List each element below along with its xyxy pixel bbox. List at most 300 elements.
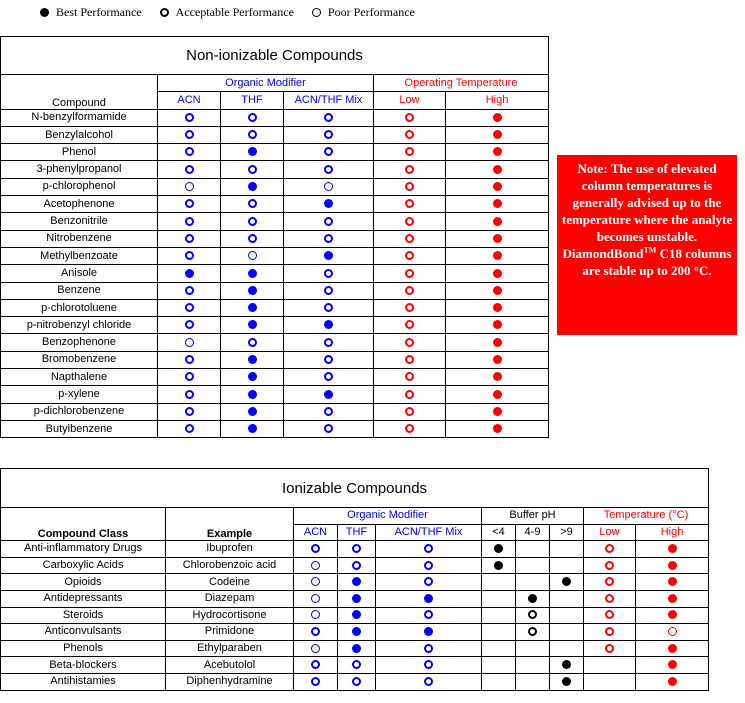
table-row (1, 178, 549, 195)
thick-ring-icon (324, 303, 333, 312)
rating-acn (158, 334, 221, 351)
column-header-ph-4-9: 4-9 (516, 524, 550, 541)
thick-ring-icon (248, 217, 257, 226)
rating-acn (158, 247, 221, 264)
rating-high (636, 574, 709, 591)
compound-name: p-nitrobenzyl chloride (1, 317, 158, 334)
rating-acn (158, 282, 221, 299)
rating-high (446, 369, 549, 386)
rating-high (636, 657, 709, 674)
filled-circle-icon (493, 130, 502, 139)
rating-low (584, 574, 636, 591)
thick-ring-icon (405, 286, 414, 295)
thick-ring-icon (405, 113, 414, 122)
thick-ring-icon (528, 627, 537, 636)
rating-high (446, 386, 549, 403)
rating-low (374, 178, 446, 195)
rating-acn (158, 299, 221, 316)
compound-name: Benzophenone (1, 334, 158, 351)
thick-ring-icon (324, 424, 333, 433)
open-circle-icon (324, 182, 333, 191)
compound-name: p-chlorotoluene (1, 299, 158, 316)
thick-ring-icon (352, 561, 361, 570)
column-header-acn-thf-mix: ACN/THF Mix (284, 92, 374, 109)
rating-high (446, 196, 549, 213)
filled-circle-icon (324, 390, 333, 399)
thick-ring-icon (185, 234, 194, 243)
filled-circle-icon (248, 372, 257, 381)
example-compound: Chlorobenzoic acid (166, 557, 294, 574)
rating-low (584, 624, 636, 641)
open-circle-icon (311, 610, 320, 619)
filled-circle-icon (494, 544, 503, 553)
rating-high (636, 607, 709, 624)
rating-ph-4-9 (516, 574, 550, 591)
compound-class: Anticonvulsants (1, 624, 166, 641)
column-header-high: High (446, 92, 549, 109)
rating-acn (294, 541, 338, 558)
rating-thf (338, 607, 376, 624)
column-header-compound: Compound (1, 75, 158, 110)
thick-ring-icon (405, 165, 414, 174)
filled-circle-icon (424, 627, 433, 636)
rating-thf (221, 403, 284, 420)
open-circle-icon (248, 251, 257, 260)
rating-high (446, 109, 549, 126)
filled-circle-icon (668, 660, 677, 669)
rating-high (636, 541, 709, 558)
rating-low (584, 590, 636, 607)
table-row (1, 403, 549, 420)
rating-acn (158, 213, 221, 230)
ionizable-table (0, 468, 709, 691)
filled-circle-icon (493, 113, 502, 122)
table-row (1, 213, 549, 230)
filled-circle-icon (668, 677, 677, 686)
rating-ph-above-9 (550, 607, 584, 624)
rating-thf (221, 351, 284, 368)
filled-circle-icon (493, 355, 502, 364)
example-compound: Diazepam (166, 590, 294, 607)
filled-circle-icon (248, 182, 257, 191)
column-header-acn-thf-mix: ACN/THF Mix (376, 524, 482, 541)
example-compound: Primidone (166, 624, 294, 641)
rating-acn (294, 590, 338, 607)
thick-ring-icon (424, 544, 433, 553)
filled-circle-icon (493, 251, 502, 260)
thick-ring-icon (424, 677, 433, 686)
rating-acn (158, 403, 221, 420)
rating-ph-above-9 (550, 624, 584, 641)
thick-ring-icon (185, 286, 194, 295)
rating-high (446, 317, 549, 334)
compound-name: Butylbenzene (1, 420, 158, 437)
thick-ring-icon (352, 660, 361, 669)
thick-ring-icon (405, 355, 414, 364)
rating-ph-below-4 (482, 557, 516, 574)
table-row (1, 607, 709, 624)
thick-ring-icon (185, 424, 194, 433)
rating-ph-4-9 (516, 590, 550, 607)
rating-acn (294, 673, 338, 690)
rating-acn (158, 265, 221, 282)
rating-ph-above-9 (550, 590, 584, 607)
filled-circle-icon (248, 269, 257, 278)
compound-class: Antidepressants (1, 590, 166, 607)
rating-acn-thf-mix (284, 317, 374, 334)
thick-ring-icon (424, 644, 433, 653)
rating-high (636, 624, 709, 641)
thick-ring-icon (405, 217, 414, 226)
thick-ring-icon (405, 130, 414, 139)
rating-low (374, 403, 446, 420)
column-header-ph-above-9: >9 (550, 524, 584, 541)
thick-ring-icon (405, 303, 414, 312)
open-circle-icon (311, 577, 320, 586)
rating-ph-below-4 (482, 541, 516, 558)
filled-circle-icon (248, 407, 257, 416)
table-row (1, 247, 549, 264)
thick-ring-icon (324, 217, 333, 226)
thick-ring-icon (185, 251, 194, 260)
compound-name: Benzonitrile (1, 213, 158, 230)
rating-acn-thf-mix (284, 403, 374, 420)
filled-circle-icon (493, 390, 502, 399)
column-header-example: Example (166, 508, 294, 541)
legend-item-best (40, 5, 142, 20)
filled-circle-icon (493, 372, 502, 381)
table-row (1, 574, 709, 591)
thick-ring-icon (424, 660, 433, 669)
rating-ph-4-9 (516, 673, 550, 690)
rating-high (636, 590, 709, 607)
rating-low (374, 386, 446, 403)
rating-ph-below-4 (482, 574, 516, 591)
filled-circle-icon (248, 355, 257, 364)
rating-ph-above-9 (550, 574, 584, 591)
table-row (1, 420, 549, 437)
example-compound: Ibuprofen (166, 541, 294, 558)
compound-name: Nitrobenzene (1, 230, 158, 247)
thick-ring-icon (160, 8, 169, 17)
compound-name: 3-phenylpropanol (1, 161, 158, 178)
thick-ring-icon (324, 372, 333, 381)
rating-high (446, 265, 549, 282)
rating-acn (158, 109, 221, 126)
rating-thf (221, 144, 284, 161)
table-title: Ionizable Compounds (1, 469, 709, 508)
open-circle-icon (311, 561, 320, 570)
rating-low (374, 282, 446, 299)
rating-low (374, 299, 446, 316)
rating-ph-below-4 (482, 590, 516, 607)
legend-label: Acceptable Performance (175, 4, 294, 19)
table-row (1, 161, 549, 178)
rating-high (446, 213, 549, 230)
compound-name: N-benzylformamide (1, 109, 158, 126)
legend-label: Best Performance (56, 4, 142, 19)
filled-circle-icon (324, 320, 333, 329)
rating-low (584, 657, 636, 674)
filled-circle-icon (352, 577, 361, 586)
rating-low (374, 247, 446, 264)
rating-acn (294, 624, 338, 641)
thick-ring-icon (185, 199, 194, 208)
rating-acn-thf-mix (284, 230, 374, 247)
table-row (1, 624, 709, 641)
compound-class: Beta-blockers (1, 657, 166, 674)
rating-low (374, 317, 446, 334)
thick-ring-icon (424, 610, 433, 619)
rating-acn-thf-mix (284, 369, 374, 386)
rating-low (374, 196, 446, 213)
rating-high (446, 403, 549, 420)
column-header-low: Low (584, 524, 636, 541)
thick-ring-icon (324, 286, 333, 295)
rating-low (374, 230, 446, 247)
filled-circle-icon (493, 217, 502, 226)
rating-acn (294, 657, 338, 674)
thick-ring-icon (311, 660, 320, 669)
rating-acn-thf-mix (284, 161, 374, 178)
group-header-temperature: Temperature (°C) (584, 508, 709, 525)
thick-ring-icon (311, 627, 320, 636)
rating-acn-thf-mix (284, 386, 374, 403)
note-text-end: C18 columns are stable up to 200 °C. (582, 246, 732, 278)
rating-thf (221, 299, 284, 316)
rating-thf (221, 282, 284, 299)
rating-acn-thf-mix (284, 282, 374, 299)
thick-ring-icon (185, 320, 194, 329)
thick-ring-icon (185, 217, 194, 226)
rating-thf (338, 574, 376, 591)
rating-ph-below-4 (482, 640, 516, 657)
rating-ph-below-4 (482, 673, 516, 690)
thick-ring-icon (324, 407, 333, 416)
rating-thf (221, 230, 284, 247)
thick-ring-icon (185, 130, 194, 139)
column-header-acn: ACN (294, 524, 338, 541)
rating-thf (338, 541, 376, 558)
rating-acn-thf-mix (284, 196, 374, 213)
thick-ring-icon (185, 355, 194, 364)
filled-circle-icon (668, 644, 677, 653)
rating-acn-thf-mix (284, 265, 374, 282)
example-compound: Codeine (166, 574, 294, 591)
rating-acn (158, 369, 221, 386)
rating-acn-thf-mix (376, 673, 482, 690)
rating-acn-thf-mix (284, 213, 374, 230)
compound-name: p-chlorophenol (1, 178, 158, 195)
filled-circle-icon (248, 147, 257, 156)
thick-ring-icon (324, 355, 333, 364)
rating-low (584, 607, 636, 624)
filled-circle-icon (352, 594, 361, 603)
rating-high (636, 557, 709, 574)
filled-circle-icon (668, 577, 677, 586)
rating-high (636, 673, 709, 690)
rating-ph-above-9 (550, 557, 584, 574)
rating-high (446, 351, 549, 368)
legend (40, 4, 433, 20)
column-header-thf: THF (221, 92, 284, 109)
rating-thf (338, 624, 376, 641)
rating-acn (158, 144, 221, 161)
compound-name: Anisole (1, 265, 158, 282)
rating-acn (158, 196, 221, 213)
compound-name: Bromobenzene (1, 351, 158, 368)
rating-low (374, 334, 446, 351)
rating-thf (221, 109, 284, 126)
rating-thf (338, 590, 376, 607)
rating-acn (294, 640, 338, 657)
compound-class: Steroids (1, 607, 166, 624)
rating-low (374, 420, 446, 437)
rating-thf (221, 196, 284, 213)
filled-circle-icon (493, 303, 502, 312)
thick-ring-icon (405, 320, 414, 329)
thick-ring-icon (405, 390, 414, 399)
thick-ring-icon (605, 610, 614, 619)
rating-ph-above-9 (550, 541, 584, 558)
open-circle-icon (185, 338, 194, 347)
rating-acn-thf-mix (284, 109, 374, 126)
filled-circle-icon (493, 165, 502, 174)
rating-low (374, 351, 446, 368)
filled-circle-icon (493, 147, 502, 156)
rating-ph-below-4 (482, 624, 516, 641)
compound-class: Opioids (1, 574, 166, 591)
group-header-operating-temperature: Operating Temperature (374, 75, 549, 92)
rating-acn-thf-mix (284, 144, 374, 161)
rating-acn (158, 178, 221, 195)
thick-ring-icon (324, 269, 333, 278)
column-header-thf: THF (338, 524, 376, 541)
legend-item-poor (312, 5, 415, 20)
filled-circle-icon (248, 303, 257, 312)
example-compound: Hydrocortisone (166, 607, 294, 624)
rating-thf (338, 673, 376, 690)
thick-ring-icon (405, 338, 414, 347)
rating-low (584, 557, 636, 574)
rating-low (374, 265, 446, 282)
filled-circle-icon (668, 594, 677, 603)
table-row (1, 369, 549, 386)
thick-ring-icon (248, 130, 257, 139)
thick-ring-icon (185, 390, 194, 399)
rating-high (446, 282, 549, 299)
thick-ring-icon (424, 577, 433, 586)
group-header-organic-modifier: Organic Modifier (294, 508, 482, 525)
rating-ph-below-4 (482, 607, 516, 624)
rating-ph-4-9 (516, 541, 550, 558)
filled-circle-icon (493, 182, 502, 191)
rating-acn (158, 420, 221, 437)
rating-high (446, 144, 549, 161)
thick-ring-icon (352, 677, 361, 686)
rating-thf (338, 640, 376, 657)
rating-thf (221, 178, 284, 195)
table-row (1, 196, 549, 213)
compound-name: p-xylene (1, 386, 158, 403)
open-circle-icon (185, 182, 194, 191)
rating-acn-thf-mix (376, 541, 482, 558)
thick-ring-icon (605, 577, 614, 586)
thick-ring-icon (324, 130, 333, 139)
table-row (1, 351, 549, 368)
non-ionizable-table (0, 36, 549, 438)
rating-thf (221, 247, 284, 264)
note-box (557, 155, 737, 335)
rating-thf (221, 265, 284, 282)
table-row (1, 386, 549, 403)
thick-ring-icon (248, 165, 257, 174)
column-header-high: High (636, 524, 709, 541)
filled-circle-icon (248, 320, 257, 329)
filled-circle-icon (493, 424, 502, 433)
thick-ring-icon (405, 147, 414, 156)
thick-ring-icon (352, 544, 361, 553)
rating-ph-4-9 (516, 657, 550, 674)
rating-acn (158, 386, 221, 403)
rating-acn (158, 351, 221, 368)
thick-ring-icon (324, 165, 333, 174)
table-row (1, 657, 709, 674)
compound-class: Antihistamies (1, 673, 166, 690)
group-header-buffer-ph: Buffer pH (482, 508, 584, 525)
rating-acn (294, 557, 338, 574)
rating-low (374, 109, 446, 126)
rating-ph-4-9 (516, 624, 550, 641)
filled-circle-icon (324, 251, 333, 260)
column-header-ph-below-4: <4 (482, 524, 516, 541)
filled-circle-icon (493, 407, 502, 416)
compound-class: Phenols (1, 640, 166, 657)
filled-circle-icon (493, 234, 502, 243)
table-row (1, 230, 549, 247)
compound-name: Napthalene (1, 369, 158, 386)
filled-circle-icon (248, 390, 257, 399)
thick-ring-icon (324, 113, 333, 122)
compound-name: Phenol (1, 144, 158, 161)
rating-acn-thf-mix (376, 640, 482, 657)
rating-thf (221, 420, 284, 437)
thick-ring-icon (248, 199, 257, 208)
table-row (1, 673, 709, 690)
filled-circle-icon (668, 561, 677, 570)
filled-circle-icon (493, 338, 502, 347)
rating-acn-thf-mix (284, 126, 374, 143)
table-title: Non-ionizable Compounds (1, 37, 549, 75)
thick-ring-icon (185, 372, 194, 381)
filled-circle-icon (494, 561, 503, 570)
thick-ring-icon (248, 338, 257, 347)
rating-low (374, 369, 446, 386)
rating-high (636, 640, 709, 657)
rating-acn-thf-mix (376, 574, 482, 591)
rating-acn-thf-mix (284, 247, 374, 264)
rating-ph-4-9 (516, 607, 550, 624)
filled-circle-icon (493, 320, 502, 329)
rating-low (584, 640, 636, 657)
thick-ring-icon (605, 561, 614, 570)
legend-item-acceptable (160, 5, 294, 20)
thick-ring-icon (405, 407, 414, 416)
open-circle-icon (312, 8, 321, 17)
group-header-organic-modifier: Organic Modifier (158, 75, 374, 92)
rating-acn (294, 607, 338, 624)
filled-circle-icon (248, 424, 257, 433)
